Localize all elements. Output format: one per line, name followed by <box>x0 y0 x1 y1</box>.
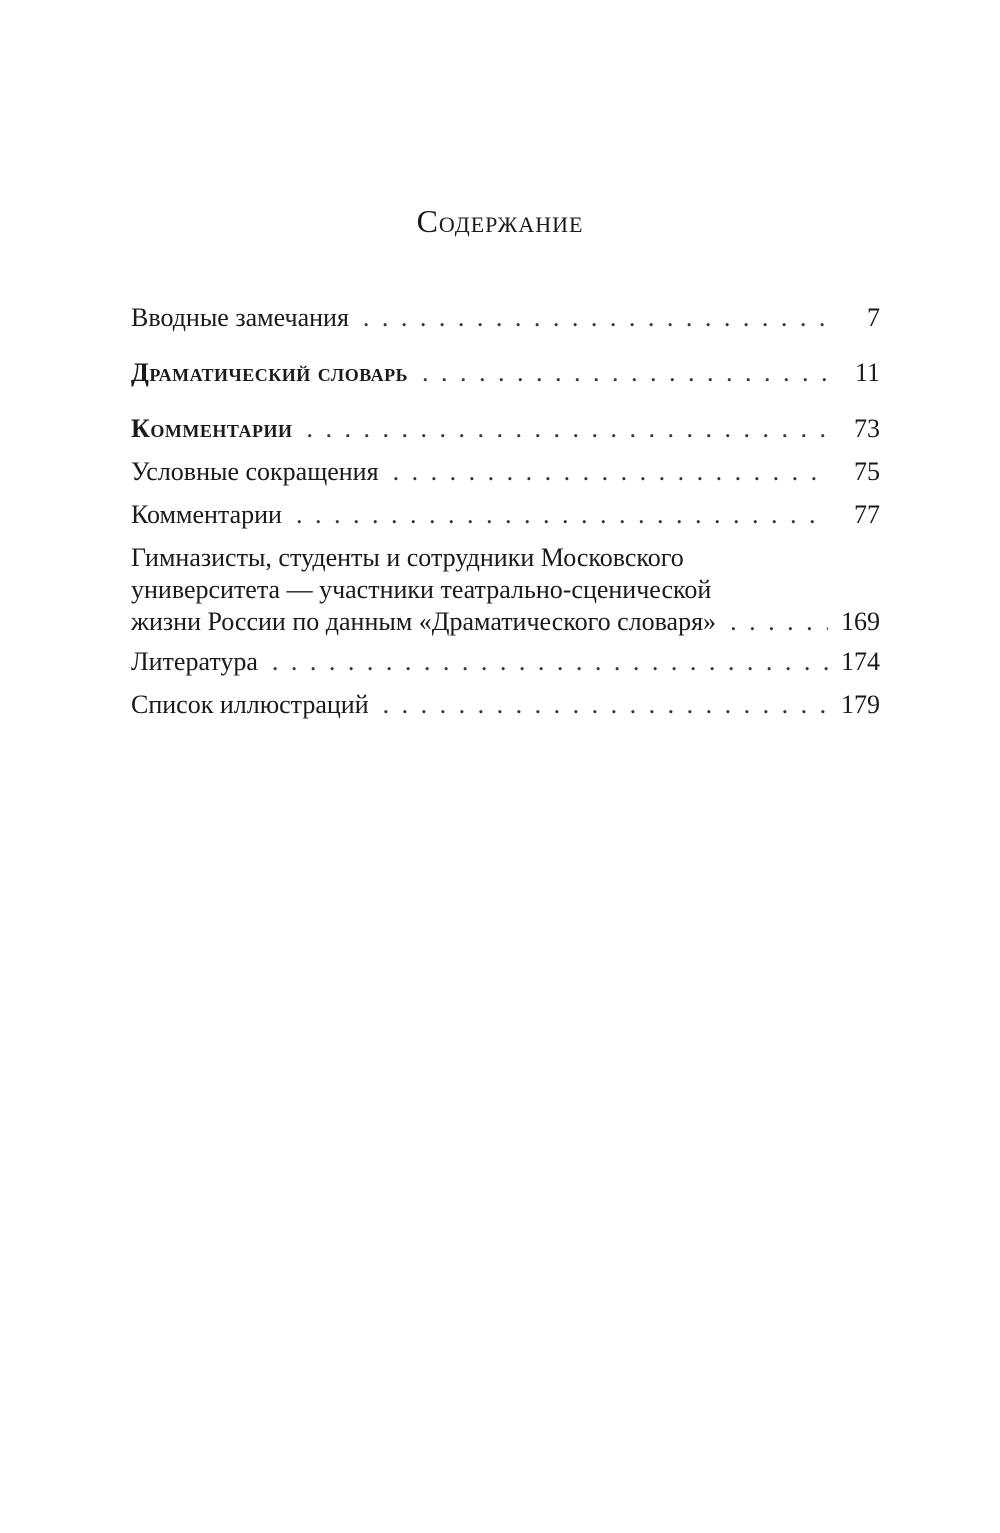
toc-entry-label: Комментарии <box>131 414 293 443</box>
toc-entry-commentary-section[interactable] <box>131 413 880 445</box>
toc-entry-literature[interactable] <box>131 646 880 678</box>
page-title: Содержание <box>416 203 584 239</box>
dot-leader <box>393 456 828 488</box>
toc-page-number: 75 <box>854 457 880 486</box>
dot-leader <box>363 302 828 334</box>
toc-entry-dictionary[interactable] <box>131 357 880 389</box>
dot-leader <box>272 646 828 678</box>
toc-page-number: 179 <box>841 690 880 719</box>
toc-entry-label: Условные сокращения <box>131 457 379 486</box>
toc-page-number: 77 <box>854 500 880 529</box>
dot-leader <box>422 357 828 389</box>
dot-leader <box>296 499 828 531</box>
toc-entry-label: Комментарии <box>131 500 282 529</box>
toc-entry-label-line: Гимназисты, студенты и сотрудники Московского <box>131 543 684 572</box>
toc-entry-last-line <box>131 606 880 638</box>
toc-entry-introduction[interactable] <box>131 302 880 334</box>
toc-page-number: 11 <box>854 358 880 387</box>
toc-entry-label: Вводные замечания <box>131 303 349 332</box>
toc-entry-illustrations[interactable] <box>131 689 880 721</box>
toc-entry-label-line: университета — участники театрально-сценической <box>131 575 712 604</box>
toc-page-number: 169 <box>841 607 880 636</box>
toc-entry-label: Драматический словарь <box>131 358 408 387</box>
toc-entry-label: Список иллюстраций <box>131 690 369 719</box>
dot-leader <box>306 413 828 445</box>
dot-leader <box>383 689 828 721</box>
dot-leader <box>730 606 828 638</box>
toc-entry-label: Литература <box>131 647 258 676</box>
toc-entry-label-line: жизни России по данным «Драматического словаря» <box>131 607 717 636</box>
toc-page-number: 73 <box>854 414 880 443</box>
toc-page-number: 7 <box>867 303 880 332</box>
toc-entry-commentary[interactable] <box>131 499 880 531</box>
toc-entry-abbreviations[interactable] <box>131 456 880 488</box>
toc-page-number: 174 <box>841 647 880 676</box>
toc-entry-students[interactable] <box>131 542 880 638</box>
